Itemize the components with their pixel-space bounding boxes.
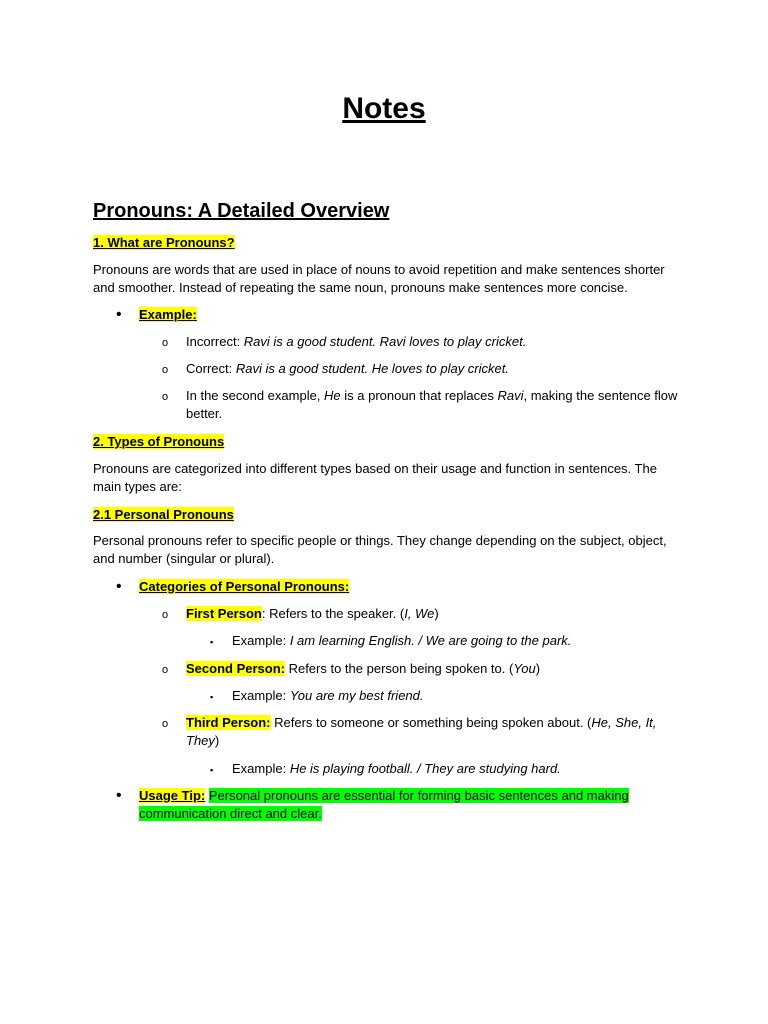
section-2-body: Pronouns are categorized into different types based on their usage and function in sentences. The main types are: [93,461,657,494]
bullet-icon: • [116,578,122,595]
square-bullet-icon: ▪ [210,765,214,775]
square-bullet-icon: ▪ [210,692,214,702]
sub-bullet-icon: o [162,664,169,676]
sub-bullet-icon: o [162,364,169,376]
section-2-heading: 2. Types of Pronouns [93,434,225,449]
second-person-example: Example: You are my best friend. [232,688,424,703]
third-person-item: Third Person: Refers to someone or something being spoken about. (He, She, It, They) [186,715,657,748]
sub-bullet-icon: o [162,391,169,403]
third-person-example: Example: He is playing football. / They are studying hard. [232,761,561,776]
sub-bullet-icon: o [162,718,169,730]
page-title: Notes [342,92,426,125]
document-heading: Pronouns: A Detailed Overview [93,200,390,222]
example-label: Example: [139,307,197,322]
example-explanation: In the second example, He is a pronoun that replaces Ravi, making the sentence flow better. [186,388,678,421]
first-person-item: First Person: Refers to the speaker. (I, We) [186,606,439,621]
correct-example: Correct: Ravi is a good student. He loves to play cricket. [186,361,509,376]
sub-bullet-icon: o [162,609,169,621]
section-1-heading: 1. What are Pronouns? [93,235,235,250]
square-bullet-icon: ▪ [210,637,214,647]
usage-tip: Usage Tip: Personal pronouns are essential for forming basic sentences and making communication direct and clear. [139,788,629,821]
bullet-icon: • [116,787,122,804]
section-1-body: Pronouns are words that are used in place of nouns to avoid repetition and make sentences shorter and smoother. Instead of repeating the same noun, pronouns make sentences more concise. [93,262,665,295]
bullet-icon: • [116,306,122,323]
sub-bullet-icon: o [162,337,169,349]
first-person-example: Example: I am learning English. / We are going to the park. [232,633,572,648]
section-2-1-body: Personal pronouns refer to specific people or things. They change depending on the subject, object, and number (singular or plural). [93,533,667,566]
second-person-item: Second Person: Refers to the person being spoken to. (You) [186,661,541,676]
section-2-1-heading: 2.1 Personal Pronouns [93,507,234,522]
incorrect-example: Incorrect: Ravi is a good student. Ravi loves to play cricket. [186,334,527,349]
categories-label: Categories of Personal Pronouns: [139,579,350,594]
